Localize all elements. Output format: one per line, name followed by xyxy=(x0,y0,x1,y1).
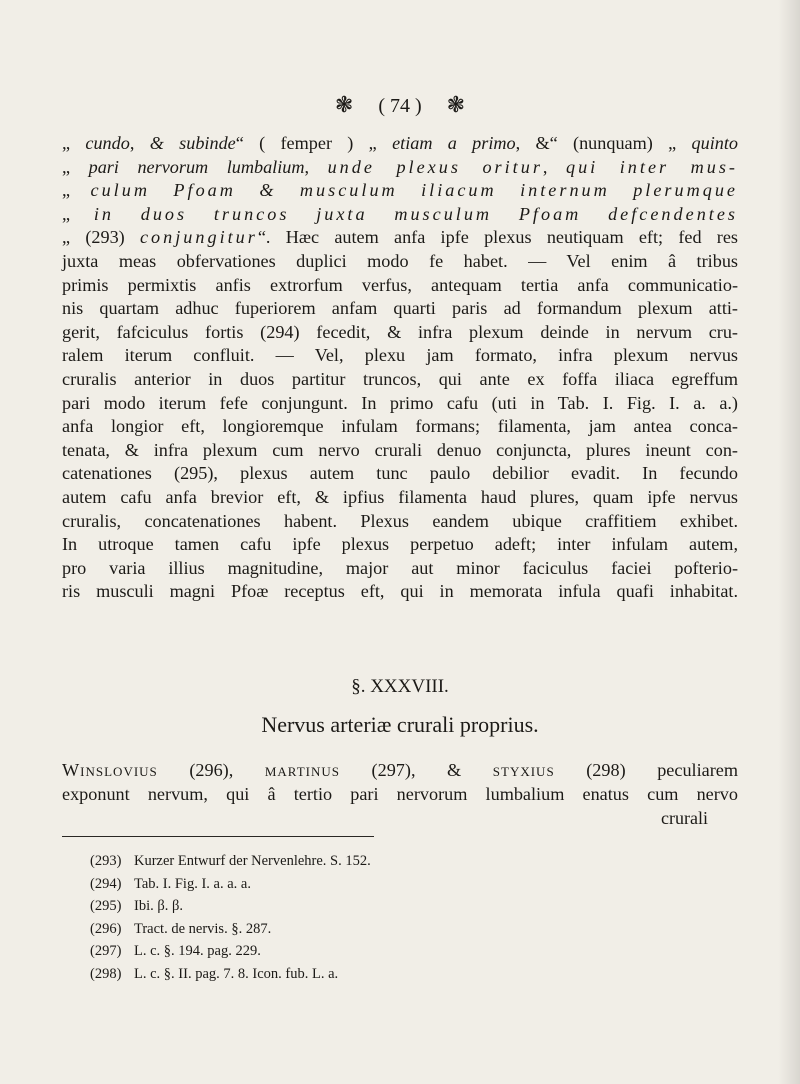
text-run: , xyxy=(129,133,150,153)
catchword: crurali xyxy=(661,808,708,828)
text-line xyxy=(62,344,738,368)
footnote xyxy=(90,940,590,963)
footnotes xyxy=(90,850,590,985)
text-run: tenata, & infra plexum cum nervo crurali denuo conjuncta, plures ineunt con- xyxy=(62,439,738,460)
text-run: primis permixtis anfis extrorfum verfus, antequam tertia anfa communicatio- xyxy=(62,274,738,295)
text-run: exponunt nervum, qui â tertio pari nervorum lumbalium enatus cum nervo xyxy=(62,784,738,804)
page-edge-shadow xyxy=(778,0,800,1084)
text-run: juxta meas obfervationes duplici modo fe habet. — Vel enim â tribus xyxy=(62,250,738,271)
page-number: ( 74 ) xyxy=(378,95,422,117)
text-line xyxy=(62,250,738,274)
footnote-number: (298) xyxy=(90,965,122,982)
footnote xyxy=(90,850,590,873)
text-line xyxy=(62,368,738,392)
main-paragraph xyxy=(62,132,738,604)
ornament-left-icon: ❃ xyxy=(334,92,354,117)
text-run: catenationes (295), plexus autem tunc paulo debilior evadit. In fecundo xyxy=(62,463,738,484)
footnote-text: L. c. §. 194. pag. 229. xyxy=(134,943,261,959)
section-number: §. XXXVIII. xyxy=(351,676,449,697)
text-line xyxy=(62,486,738,510)
text-line xyxy=(62,415,738,439)
text-line xyxy=(62,132,738,156)
text-line xyxy=(62,203,738,227)
footnote xyxy=(90,963,590,986)
text-run: In utroque tamen cafu ipfe plexus perpetuo adeft; inter infulam autem, xyxy=(62,534,738,555)
text-run: , xyxy=(304,156,328,177)
footnote-text: L. c. §. II. pag. 7. 8. Icon. fub. L. a. xyxy=(134,965,339,982)
footnote-text: Tab. I. Fig. I. a. a. a. xyxy=(134,875,251,892)
text-line xyxy=(62,156,738,180)
text-line xyxy=(62,533,738,557)
text-line xyxy=(62,782,738,806)
text-line xyxy=(62,758,738,782)
text-line xyxy=(62,510,738,534)
text-line xyxy=(62,580,738,604)
text-run: Winslovius xyxy=(62,760,158,780)
text-run: “ ( femper ) „ xyxy=(235,133,393,153)
text-run: (297), & xyxy=(339,760,493,780)
text-line xyxy=(62,297,738,321)
text-run: cruralis anterior in duos partitur truncos, qui ante ex foffa iliaca egreffum xyxy=(62,368,738,389)
text-line xyxy=(62,557,738,581)
text-run: quinto xyxy=(691,133,739,153)
footnote-text: Ibi. β. β. xyxy=(134,898,183,914)
section-title: Nervus arteriæ crurali proprius. xyxy=(261,712,539,737)
text-run: in duos truncos juxta musculum Pfoam defcendentes xyxy=(93,203,738,224)
text-run: autem cafu anfa brevior eft, & ipfius filamenta haud plures, quam ipfe nervus xyxy=(62,486,738,507)
footnote-divider xyxy=(62,836,374,837)
ornament-right-icon: ❃ xyxy=(446,92,466,117)
text-line xyxy=(62,462,738,486)
text-run: ris musculi magni Pfoæ receptus eft, qui in memorata infula quafi inhabitat. xyxy=(62,581,738,602)
footnote xyxy=(90,895,590,918)
text-run: styxius xyxy=(492,760,555,780)
text-run: (296), xyxy=(157,760,265,780)
page-header xyxy=(0,92,800,118)
text-run: (298) peculiarem xyxy=(554,760,738,780)
footnote-number: (294) xyxy=(90,875,122,892)
footnote-number: (293) xyxy=(90,853,122,869)
footnote xyxy=(90,918,590,941)
footnote-text: Kurzer Entwurf der Nervenlehre. S. 152. xyxy=(134,853,371,869)
text-run: pari nervorum lumbalium xyxy=(88,156,305,177)
text-run: culum Pfoam & musculum iliacum internum plerumque xyxy=(90,180,738,201)
text-run: „ xyxy=(62,180,91,201)
text-run: cruralis, concatenationes habent. Plexus eandem ubique craffitiem exhibet. xyxy=(62,510,738,531)
text-line xyxy=(62,439,738,463)
footnote xyxy=(90,873,590,896)
footnote-number: (296) xyxy=(90,920,122,937)
text-line xyxy=(62,179,738,203)
text-line xyxy=(62,226,738,250)
text-run: “. Hæc autem anfa ipfe plexus neutiquam eft; fed res xyxy=(257,227,739,248)
text-run: cundo xyxy=(85,133,130,153)
text-run: anfa longior eft, longioremque infulam formans; filamenta, jam antea conca- xyxy=(62,416,738,437)
text-run: nis quartam adhuc fuperiorem anfam quarti paris ad formandum plexum atti- xyxy=(62,298,738,319)
text-run: martinus xyxy=(264,760,340,780)
text-run: & subinde xyxy=(149,133,236,153)
footnote-number: (297) xyxy=(90,943,122,959)
text-line xyxy=(62,392,738,416)
text-run: etiam a primo xyxy=(392,133,516,153)
text-run: unde plexus oritur xyxy=(327,156,543,177)
text-run: qui inter mus- xyxy=(565,156,738,177)
footnote-number: (295) xyxy=(90,898,122,914)
footnote-text: Tract. de nervis. §. 287. xyxy=(134,920,272,937)
text-run: conjungitur xyxy=(139,227,258,248)
text-run: „ xyxy=(62,156,89,177)
section-paragraph xyxy=(62,758,738,806)
text-run: „ (293) xyxy=(62,227,140,248)
text-run: „ xyxy=(62,133,86,153)
text-run: pari modo iterum fefe conjungunt. In primo cafu (uti in Tab. I. Fig. I. a. a.) xyxy=(62,392,738,413)
text-line xyxy=(62,274,738,298)
text-line xyxy=(62,321,738,345)
text-run: ralem iterum confluit. — Vel, plexu jam formato, infra plexum nervus xyxy=(62,345,738,366)
text-run: , xyxy=(542,156,566,177)
text-run: pro varia illius magnitudine, major aut minor faciculus faciei pofterio- xyxy=(62,557,738,578)
text-run: „ xyxy=(62,203,94,224)
text-run: gerit, fafciculus fortis (294) fecedit, & infra plexum deinde in nervum cru- xyxy=(62,321,738,342)
text-run: , &“ (nunquam) „ xyxy=(515,133,692,153)
